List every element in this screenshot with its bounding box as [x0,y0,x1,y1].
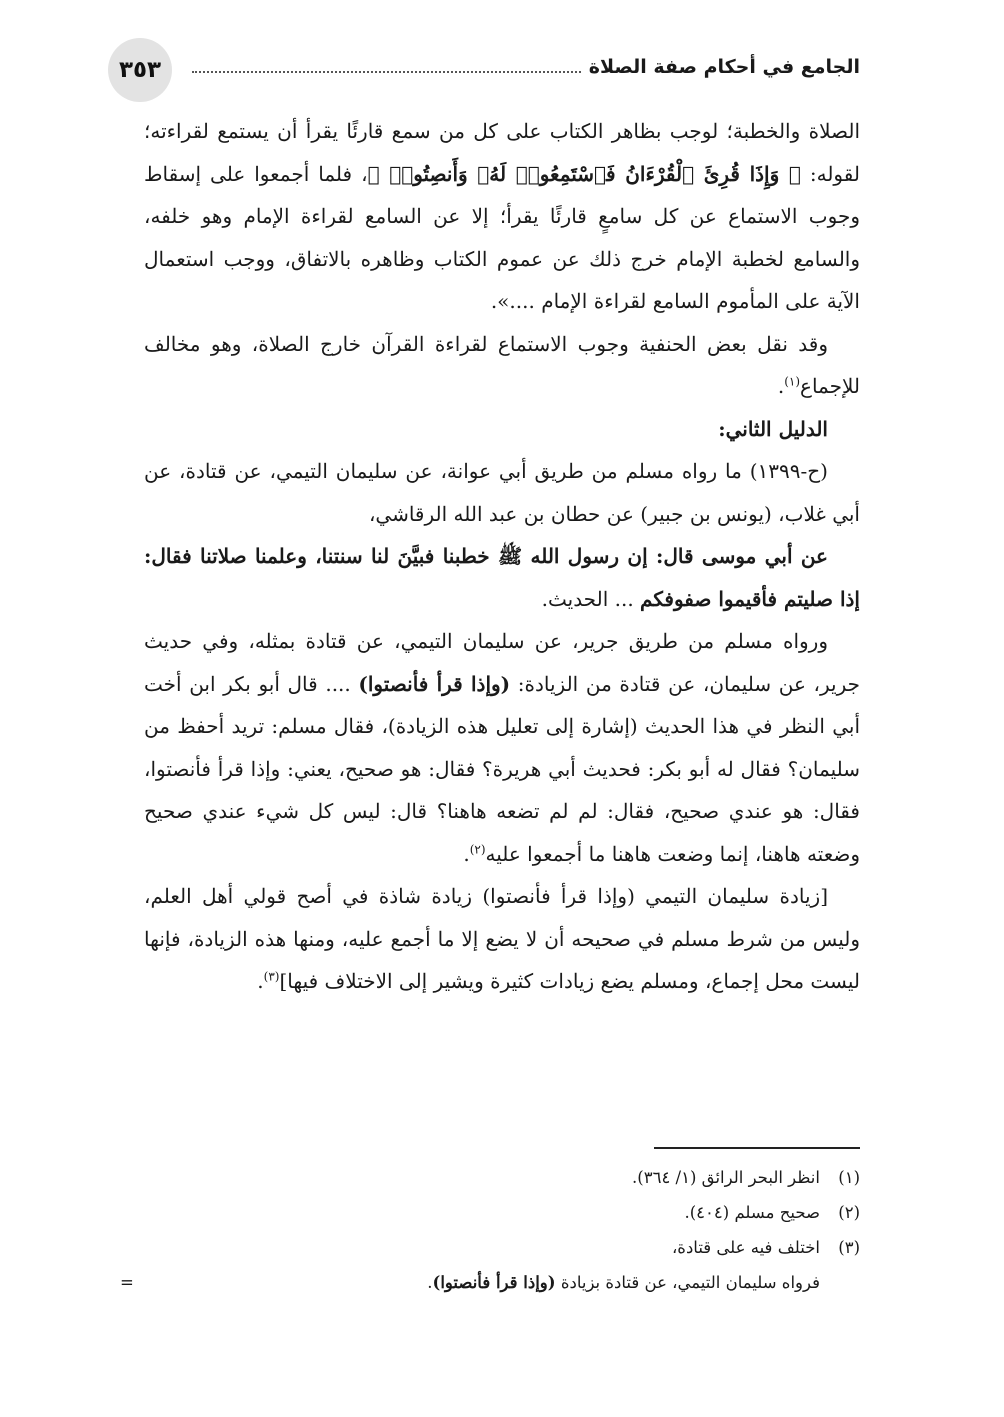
footnote-number: (٢) [838,1203,860,1222]
text-run: . [463,841,470,866]
bold-phrase: (وإذا قرأ فأنصتوا) [358,671,511,696]
quran-verse: ﴿ وَإِذَا قُرِئَ ٱلْقُرْءَانُ فَٱسْتَمِعُوا۟ لَهُۥ وَأَنصِتُوا۟ ﴾ [367,161,801,186]
page-number: ٣٥٣ [108,38,172,102]
footnote-separator [654,1147,860,1149]
footnote-text: انظر البحر الرائق (١/ ٣٦٤). [632,1168,820,1187]
text-run: فرواه سليمان التيمي، عن قتادة بزيادة [555,1273,820,1292]
footnote-number: (٣) [838,1238,860,1257]
footnote-text: اختلف فيه على قتادة، [671,1238,820,1257]
text-run: ورواه مسلم من طريق جرير، عن سليمان التيمي، عن قتادة بمثله، وفي حديث جرير، عن سليمان، عن قتادة من الزيادة: [144,629,860,696]
paragraph-commentary [144,875,860,1003]
hadith-text: عن أبي موسى قال: إن رسول الله ﷺ خطبنا فبيَّنَ لنا سنتنا، وعلمنا صلاتنا فقال: إذا صليتم فأقيموا صفوفكم [144,544,860,611]
footnote-text: صحيح مسلم (٤٠٤). [684,1203,820,1222]
text-run: ... الحديث. [541,586,641,611]
header-title-text: الجامع في أحكام صفة الصلاة [588,56,860,78]
footnotes [120,1160,860,1300]
header-dotted-rule [192,61,581,73]
text-run: ، فلما أجمعوا على إسقاط وجوب الاستماع عن كل سامعٍ قارئًا يقرأ؛ إلا عن السامع لقراءة الإمام وهو خلفه، والسامع لخطبة الإمام خرج ذلك عن عموم الكتاب وظاهره بالاتفاق، ووجب استعمال الآية على المأموم السامع لقراءة الإمام ....». [144,161,860,313]
footnote-item [144,1195,860,1230]
continuation-mark: = [120,1273,134,1292]
footnote-number: (١) [838,1168,860,1187]
text-run: .... قال أبو بكر ابن أخت أبي النظر في هذا الحديث (إشارة إلى تعليل هذه الزيادة)، فقال مسلم: تريد أحفظ من سليمان؟ فقال له أبو بكر: فحديث أبي هريرة؟ فقال: هو صحيح، يعني: وإذا قرأ فأنصتوا، فقال: هو عندي صحيح، فقال: لم لم تضعه هاهنا؟ قال: ليس كل شيء عندي صحيح وضعته هاهنا، إنما وضعت هاهنا ما أجمعوا عليه [144,671,860,866]
main-text [144,110,860,1003]
footnote-ref[interactable]: (١) [784,374,801,389]
running-title [184,56,860,78]
text-run: . [427,1273,433,1292]
page-header [108,38,860,102]
bold-phrase: (وإذا قرأ فأنصتوا) [432,1273,556,1292]
footnote-ref[interactable]: (٣) [263,969,280,984]
paragraph-hadith-chain: (ح-١٣٩٩) ما رواه مسلم من طريق أبي عوانة، عن سليمان التيمي، عن قتادة، عن أبي غلاب، (يونس بن جبير) عن حطان بن عبد الله الرقاشي، [144,459,860,526]
footnote-item [144,1230,860,1265]
footnote-ref[interactable]: (٢) [469,841,486,856]
paragraph-hanafi [144,323,860,408]
paragraph-quote [144,110,860,323]
paragraph-hadith-text [144,535,860,620]
text-run: لقراءته؛ لقوله: [144,119,860,186]
text-run: . [257,969,264,993]
text-run: الصلاة والخطبة؛ لوجب بظاهر الكتاب على كل من سمع قارئًا يقرأ أن يستمع [217,119,861,143]
footnote-item [144,1160,860,1195]
text-run: [زيادة سليمان التيمي (وإذا قرأ فأنصتوا) زيادة شاذة في أصح قولي أهل العلم، وليس من شرط مسلم في صحيحه أن لا يضع إلا ما أجمع عليه، ومنها هذه الزيادة، فإنها ليست محل إجماع، ومسلم يضع زيادات كثيرة ويشير إلى الاختلاف فيها] [144,884,860,993]
text-run: وقد نقل بعض الحنفية وجوب الاستماع لقراءة القرآن خارج الصلاة، وهو مخالف للإجماع [144,331,860,398]
footnote-continuation [120,1265,860,1300]
text-run: . [777,374,785,398]
paragraph-muslim-narration [144,620,860,875]
section-heading: الدليل الثاني: [718,416,828,441]
